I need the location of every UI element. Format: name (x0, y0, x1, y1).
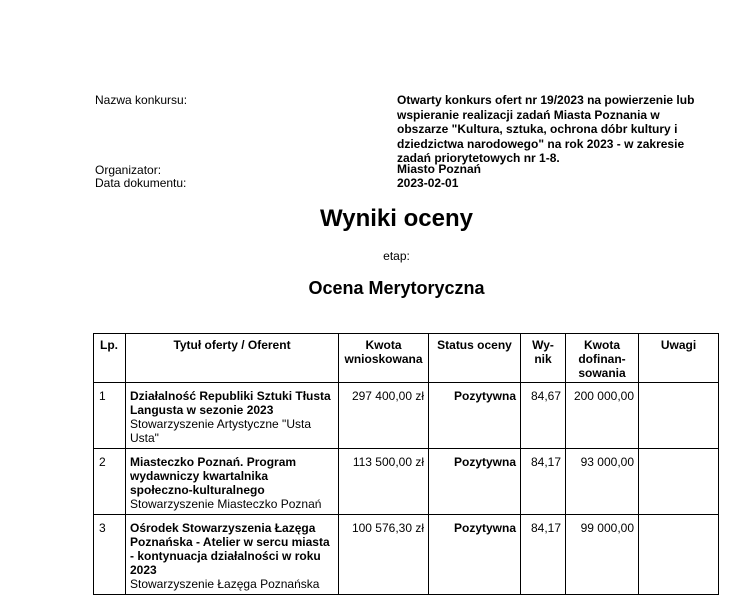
cell-offer (126, 515, 339, 595)
cell-score: 84,17 (521, 449, 566, 515)
page-title: Wyniki oceny (320, 205, 473, 232)
cell-notes (639, 515, 719, 595)
cell-status: Pozytywna (429, 449, 521, 515)
header-score: Wy-nik (521, 334, 566, 383)
header-status: Status oceny (429, 334, 521, 383)
offer-title: Działalność Republiki Sztuki Tłusta Langusta w sezonie 2023 (130, 389, 331, 417)
cell-notes (639, 383, 719, 449)
cell-granted: 93 000,00 (566, 449, 639, 515)
competition-value: Otwarty konkurs ofert nr 19/2023 na powierzenie lub wspieranie realizacji zadań Miasta Poznania w obszarze "Kultura, sztuka, ochrona dóbr kultury i dziedzictwa narodowego" na rok 2023 - w zakresie zadań priorytetowych nr 1-8. (397, 93, 695, 165)
competition-label: Nazwa konkursu: (95, 93, 188, 107)
header-granted: Kwota dofinan-sowania (566, 334, 639, 383)
cell-granted: 200 000,00 (566, 383, 639, 449)
header-title: Tytuł oferty / Oferent (126, 334, 339, 383)
stage-name: Ocena Merytoryczna (308, 278, 485, 298)
offer-organization: Stowarzyszenie Łazęga Poznańska (130, 577, 320, 591)
organizer-value: Miasto Poznań (397, 162, 482, 176)
header-requested: Kwota wnioskowana (339, 334, 429, 383)
table-row (94, 515, 719, 595)
offer-title: Miasteczko Poznań. Program wydawniczy kwartalnika społeczno-kulturalnego (130, 455, 297, 497)
table-row (94, 449, 719, 515)
cell-requested: 297 400,00 zł (339, 383, 429, 449)
cell-requested: 113 500,00 zł (339, 449, 429, 515)
date-label: Data dokumentu: (95, 176, 187, 190)
cell-granted: 99 000,00 (566, 515, 639, 595)
table-row (94, 383, 719, 449)
cell-lp: 1 (94, 383, 126, 449)
results-table (93, 333, 719, 595)
date-value: 2023-02-01 (397, 176, 459, 190)
cell-offer (126, 383, 339, 449)
offer-organization: Stowarzyszenie Artystyczne "Usta Usta" (130, 417, 311, 445)
cell-notes (639, 449, 719, 515)
cell-lp: 2 (94, 449, 126, 515)
offer-title: Ośrodek Stowarzyszenia Łazęga Poznańska - Atelier w sercu miasta - kontynuacja działalności w roku 2023 (130, 521, 330, 577)
cell-score: 84,17 (521, 515, 566, 595)
cell-status: Pozytywna (429, 515, 521, 595)
cell-score: 84,67 (521, 383, 566, 449)
organizer-label: Organizator: (95, 163, 162, 177)
cell-status: Pozytywna (429, 383, 521, 449)
cell-lp: 3 (94, 515, 126, 595)
table-header-row (94, 334, 719, 383)
header-lp: Lp. (94, 334, 126, 383)
cell-offer (126, 449, 339, 515)
header-notes: Uwagi (639, 334, 719, 383)
cell-requested: 100 576,30 zł (339, 515, 429, 595)
offer-organization: Stowarzyszenie Miasteczko Poznań (130, 497, 322, 511)
stage-label: etap: (383, 249, 410, 263)
